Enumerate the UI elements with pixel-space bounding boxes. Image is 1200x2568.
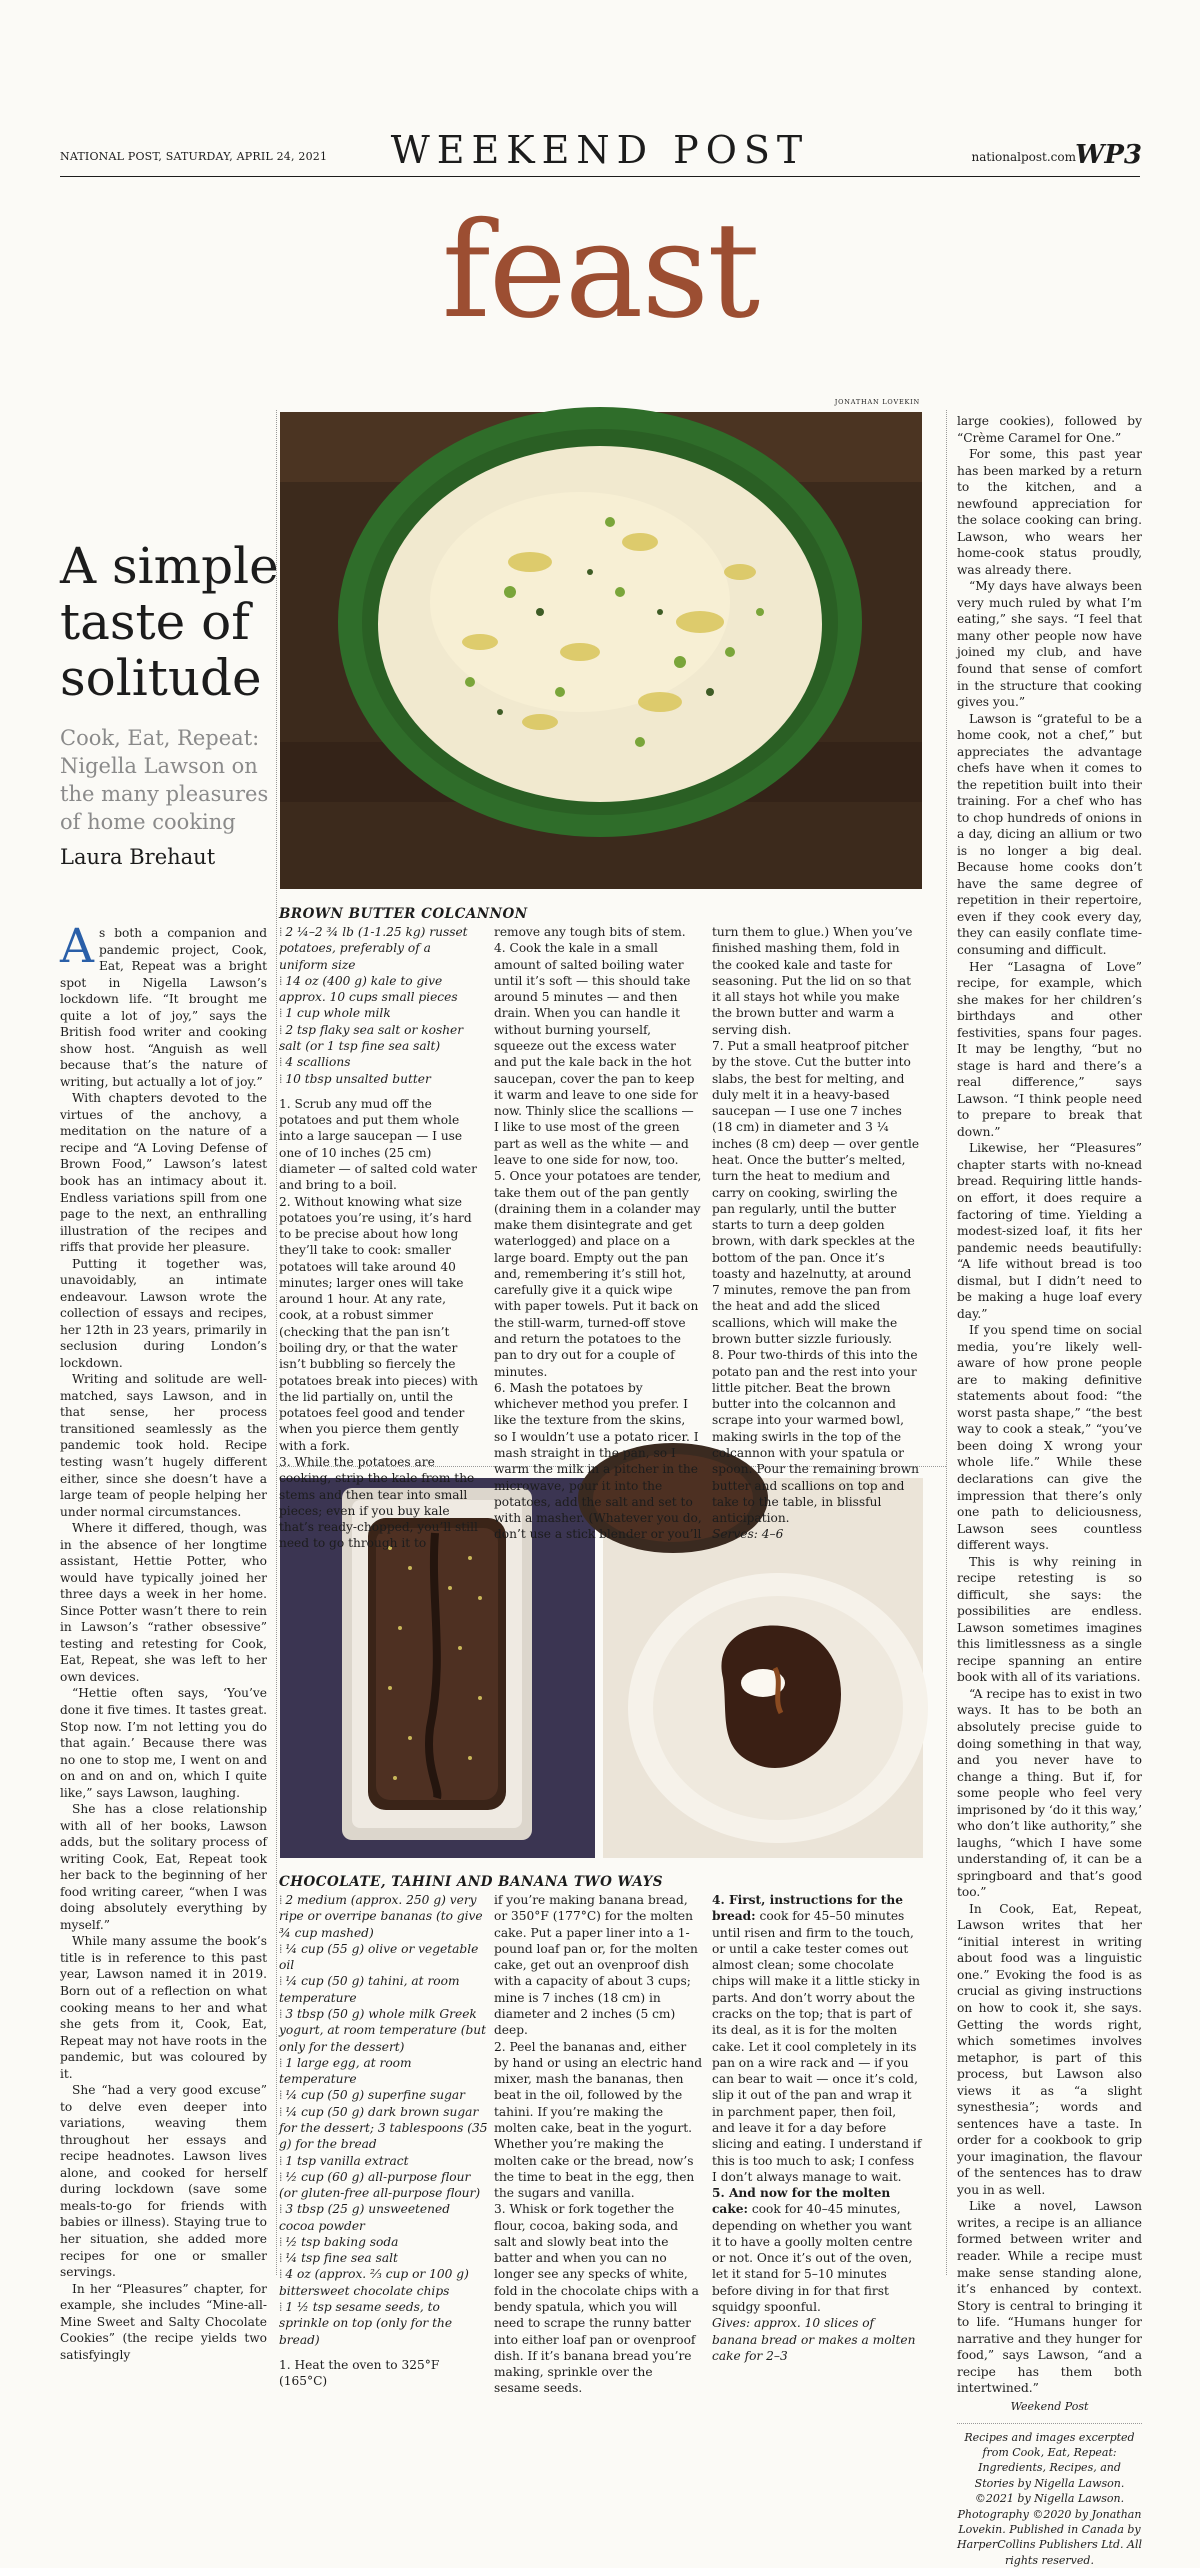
ingredient: ⁞ ¼ cup (50 g) dark brown sugar for the dessert; 3 tablespoons (35 g) for the bread — [279, 2104, 488, 2152]
recipe-column — [279, 1892, 489, 2389]
story-paragraph: In her “Pleasures” chapter, for example, she includes “Mine-all-Mine Sweet and Salty Chocolate Cookies” (the recipe yields two satisfyingly — [60, 2281, 267, 2362]
story-paragraph: If you spend time on social media, you’re likely well-aware of how prone people are to making definitive statements about food: “the worst pasta shape,” “the best way to cook a steak,” “you’ve been doing X wrong your whole life.” While these declarations can give the impression that there’s only one path to deliciousness, Lawson sees countless different ways. — [957, 1323, 1142, 1553]
story-paragraph: For some, this past year has been marked by a return to the kitchen, and a newfound appreciation for the solace cooking can bring. Lawson, who wears her home-cook status proudly, was already there. — [957, 447, 1142, 577]
recipe-step: 2. Peel the bananas and, either by hand or using an electric hand mixer, mash the bananas, then beat in the oil, followed by the tahini. If you’re making the molten cake, beat in the yogurt. Whether you’re making the molten cake or the bread, now’s the time to beat in the egg, then the sugars and vanilla. — [494, 2039, 702, 2201]
ingredient: ⁞ 2 tsp flaky sea salt or kosher salt (or 1 tsp fine sea salt) — [279, 1022, 464, 1053]
story-paragraph: Putting it together was, unavoidably, an intimate endeavour. Lawson wrote the collection of essays and recipes, her 12th in 23 years, primarily in seclusion during London’s lockdown. — [60, 1256, 267, 1370]
masthead-rule — [60, 176, 1140, 177]
colcannon-illustration — [280, 412, 922, 889]
story-column-right — [957, 413, 1142, 2567]
recipe-step: 2. Without knowing what size potatoes you’re using, it’s hard to be precise about how long they’ll take to cook: smaller potatoes will take around 40 minutes; larger ones will take around 1 hour. At any rate, cook, at a robust simmer (checking that the pan isn’t boiling dry, or that the water isn’t bubbling so fiercely the potatoes break into pieces) with the lid partially on, until the potatoes feel good and tender when you pierce them gently with a fork. — [279, 1194, 479, 1453]
ingredient: ⁞ ¼ cup (50 g) superfine sugar — [279, 2088, 466, 2103]
story-paragraph: “Hettie often says, ‘You’ve done it five times. It tastes great. Stop now. I’m not letting you do that again.’ Because there was no one to stop me, I went on and on and on and on, which I quite like,” says Lawson, laughing. — [60, 1686, 267, 1800]
page-number: WP3 — [1075, 140, 1142, 170]
story-paragraph: “A recipe has to exist in two ways. It has to be both an absolutely precise guide to doing something in that way, and you never have to change a thing. But if, for some people who feel very imprisoned by ‘do it this way,’ who don’t like authority,” she laughs, “which I have some understanding of, it can be a springboard and that’s good too.” — [957, 1686, 1142, 1900]
section-title: feast — [441, 194, 759, 348]
recipe-column — [494, 924, 702, 1543]
masthead-dateline: NATIONAL POST, SATURDAY, APRIL 24, 2021 — [60, 150, 328, 163]
story-paragraph: She “had a very good excuse” to delve even deeper into variations, weaving them throughout her essays and recipe headnotes. Lawson lives alone, and cooked for herself during lockdown (save some meals-to-go for friends with babies or illness). Staying true to her situation, she added more recipes for one or smaller servings. — [60, 2083, 267, 2280]
recipe-yield: Gives: approx. 10 slices of banana bread or makes a molten cake for 2–3 — [712, 2316, 916, 2363]
ingredient: ⁞ 3 tbsp (25 g) unsweetened cocoa powder — [279, 2202, 450, 2233]
recipe-column — [494, 1892, 702, 2397]
recipe-column — [279, 924, 479, 1552]
recipe-step: 1. Scrub any mud off the potatoes and put them whole into a large saucepan — I use one of 10 inches (25 cm) diameter — of salted cold water and bring to a boil. — [279, 1096, 477, 1193]
story-paragraph: large cookies), followed by “Crème Caramel for One.” — [957, 414, 1142, 445]
recipe-step: 5. Once your potatoes are tender, take them out of the pan gently (draining them in a colander may make them disintegrate and get waterlogged) and place on a large board. Empty out the pan and, remembering it’s still hot, carefully give it a quick wipe with paper towels. Put it back on the still-warm, turned-off stove and return the potatoes to the pan to dry out for a couple of minutes. — [494, 1169, 702, 1379]
ingredient: ⁞ ¼ tsp fine sea salt — [279, 2251, 398, 2266]
story-paragraph: While many assume the book’s title is in reference to this past year, Lawson named it in 2019. Born out of a reflection on what cooking means to her and what she gets from it, Cook, Eat, Repeat may not have roots in the pandemic, but was coloured by it. — [60, 1934, 267, 2081]
story-paragraph: This is why reining in recipe retesting is so difficult, she says: the possibilities are endless. Lawson sometimes imagines this limitlessness as a single recipe spanning an entire book with all of its variations. — [957, 1554, 1142, 1685]
recipe-step: 8. Pour two-thirds of this into the potato pan and the rest into your little pitcher. Beat the brown butter into the colcannon and scrape into your warmed bowl, making swirls in the top of the colcannon with your spatula or spoon. Pour the remaining brown butter and scallions on top and take to the table, in blissful anticipation. — [712, 1348, 920, 1526]
ingredient: ⁞ ½ tsp baking soda — [279, 2234, 399, 2249]
byline: Laura Brehaut — [60, 845, 216, 869]
story-paragraph: Her “Lasagna of Love” recipe, for example, which she makes for her children’s birthdays and other festivities, spans four pages. It may be lengthy, “but no stage is hard and there’s a real difference,” says Lawson. “I think people need to prepare to break that down.” — [957, 959, 1142, 1139]
ingredient: ⁞ 1 ½ tsp sesame seeds, to sprinkle on top (only for the bread) — [279, 2300, 453, 2347]
recipe-column — [712, 924, 922, 1543]
story-paragraph: In Cook, Eat, Repeat, Lawson writes that her “initial interest in writing about food was a linguistic one.” Evoking the food is as crucial as giving instructions on how to cook it, she says. Getting the words right, which sometimes involves metaphor, is part of this process, but Lawson also views it as “a slight synesthesia”; words and sentences have a taste. In order for a cookbook to grip your imagination, the flavour of the sentences has to draw you in as well. — [957, 1901, 1142, 2197]
recipe-serves: Serves: 4–6 — [712, 1527, 784, 1542]
photo-credit: JONATHAN LOVEKIN — [834, 398, 920, 406]
ingredient: ⁞ 4 oz (approx. ⅔ cup or 100 g) bittersweet chocolate chips — [279, 2267, 469, 2298]
recipe-step: 6. Mash the potatoes by whichever method you prefer. I like the texture from the skins, so I wouldn’t use a potato ricer. I mash straight in the pan, so I warm the milk in a pitcher in the microwave, pour it into the potatoes, add the salt and set to with a masher. (Whatever you do, don’t use a stick blender or you’ll — [494, 1380, 702, 1542]
ingredient: ⁞ 3 tbsp (50 g) whole milk Greek yogurt, at room temperature (but only for the dessert) — [279, 2006, 487, 2054]
ingredient: ⁞ ¼ cup (50 g) tahini, at room temperature — [279, 1974, 460, 2005]
story-paragraph: Likewise, her “Pleasures” chapter starts with no-knead bread. Requiring little hands-on effort, it does require a factoring of time. Yielding a modest-sized loaf, it fits her pandemic needs beautifully: “A life without bread is too dismal, but I didn’t need to be making a huge loaf every day.” — [957, 1141, 1142, 1321]
recipe-step: 3. Whisk or fork together the flour, cocoa, baking soda, and salt and slowly beat into the batter and when you can no longer see any specks of white, fold in the chocolate chips with a bendy spatula, which you will need to scrape the runny batter into either loaf pan or ovenproof dish. If it’s banana bread you’re making, sprinkle over the sesame seeds. — [494, 2202, 699, 2396]
headline: A simple taste of solitude — [60, 537, 279, 707]
recipe-step: 3. While the potatoes are cooking, strip the kale from the stems and then tear into small pieces; even if you buy kale that’s ready-chopped, you’ll still need to go through it to — [279, 1455, 478, 1551]
story-paragraph: Lawson is “grateful to be a home cook, not a chef,” but appreciates the advantage chefs have when it comes to the repetition built into their training. For a chef who has to chop hundreds of onions in a day, dicing an allium or two is no longer a big deal. Because home cooks don’t have the same degree of repetition in their repertoire, even if they cook every day, they can easily conflate time-consuming and difficult. — [957, 711, 1142, 957]
ingredient: ⁞ 1 cup whole milk — [279, 1006, 391, 1021]
recipe-step: 1. Heat the oven to 325°F (165°C) — [279, 2357, 440, 2389]
ingredient: ⁞ 2 ¼–2 ¾ lb (1-1.25 kg) russet potatoes, preferably of a uniform size — [279, 925, 468, 972]
ingredient: ⁞ 1 large egg, at room temperature — [279, 2055, 412, 2087]
deck: Cook, Eat, Repeat: Nigella Lawson on the many pleasures of home cooking — [60, 726, 269, 834]
ingredient: ⁞ 1 tsp vanilla extract — [279, 2153, 409, 2168]
ingredient: ⁞ 14 oz (400 g) kale to give approx. 10 cups small pieces — [279, 973, 458, 1005]
ingredient: ⁞ 4 scallions — [279, 1055, 351, 1070]
story-paragraph: Writing and solitude are well-matched, says Lawson, and in that sense, her process transitioned seamlessly as the pandemic took hold. Recipe testing wasn’t hugely different either, since she doesn’t have a large team of people helping her under normal circumstances. — [60, 1372, 267, 1519]
ingredient: ⁞ ¼ cup (55 g) olive or vegetable oil — [279, 1941, 479, 1973]
column-rule — [946, 410, 947, 2275]
story-paragraph: She has a close relationship with all of her books, Lawson adds, but the solitary process of writing Cook, Eat, Repeat took her back to the beginning of her food writing career, “when I was doing absolutely everything by myself.” — [60, 1802, 267, 1932]
ingredient: ⁞ 10 tbsp unsalted butter — [279, 1071, 431, 1086]
drop-cap: A — [60, 919, 94, 974]
story-paragraph: As both a companion and pandemic project, Cook, Eat, Repeat was a bright spot in Nigella Lawson’s lockdown life. “It brought me quite a lot of joy,” says the British food writer and cooking show host. “Anguish as well because that’s the nature of writing, but actually a lot of joy.” — [60, 919, 267, 1089]
column-rule — [276, 410, 277, 2275]
signoff: Weekend Post — [1010, 2399, 1089, 2413]
ingredient: ⁞ ½ cup (60 g) all-purpose flour (or gluten-free all-purpose flour) — [279, 2169, 481, 2201]
recipe-column — [712, 1892, 922, 2364]
recipe-step: 4. First, instructions for the bread: cook for 45–50 minutes until risen and firm to the touch, or until a cake tester comes out almost clean; some chocolate chips will make it a little sticky in parts. And don’t worry about the cracks on the top; that is part of its deal, as it is for the molten cake. Let it cool completely in its pan on a wire rack and — if you can bear to wait — once it’s cold, slip it out of the pan and wrap it in parchment paper, then foil, and leave it for a day before slicing and eating. I understand if this is too much to ask; I confess I don’t always manage to wait. — [712, 1893, 922, 2184]
recipe-title: BROWN BUTTER COLCANNON — [279, 906, 528, 922]
story-paragraph: With chapters devoted to the virtues of the anchovy, a meditation on the nature of a recipe and “A Loving Defense of Brown Food,” Lawson’s latest book has an intimacy about it. Endless variations spill from one page to the next, an enthralling illustration of the recipes and riffs that provide her pleasure. — [60, 1091, 267, 1255]
masthead-site: nationalpost.com — [971, 150, 1076, 164]
recipe-step: 5. And now for the molten cake: cook for 40–45 minutes, depending on whether you want it to have a goolly molten centre or not. Once it’s out of the oven, let it stand for 5–10 minutes before diving in for that first squidgy spoonful. — [712, 2186, 913, 2315]
story-paragraph: Where it differed, though, was in the absence of her longtime assistant, Hettie Potter, who would have typically joined her three days a week in her home. Since Potter wasn’t there to rein in Lawson’s “rather obsessive” testing and retesting for Cook, Eat, Repeat, she was left to her own devices. — [60, 1521, 267, 1684]
colcannon-photo — [280, 412, 922, 889]
story-paragraph: Like a novel, Lawson writes, a recipe is an alliance formed between writer and reader. While a recipe must make sense standing alone, it’s enhanced by context. Story is central to bringing it to life. “Humans hunger for narrative and they hunger for food,” says Lawson, “and a recipe has them both intertwined.” — [957, 2199, 1142, 2396]
recipe-step: if you’re making banana bread, or 350°F (177°C) for the molten cake. Put a paper liner into a 1-pound loaf pan or, for the molten cake, get out an ovenproof dish with a capacity of about 3 cups; mine is 7 inches (18 cm) in diameter and 2 inches (5 cm) deep. — [494, 1893, 698, 2038]
book-credit: Recipes and images excerpted from Cook, Eat, Repeat: Ingredients, Recipes, and Stories by Nigella Lawson. ©2021 by Nigella Lawson. Photography ©2020 by Jonathan Lovekin. Published in Canada by HarperCollins Publishers Ltd. All rights reserved. — [957, 2423, 1142, 2568]
recipe-title: CHOCOLATE, TAHINI AND BANANA TWO WAYS — [279, 1874, 664, 1890]
masthead-title: WEEKEND POST — [390, 128, 810, 172]
recipe-step: turn them to glue.) When you’ve finished mashing them, fold in the cooked kale and taste for seasoning. Put the lid on so that it all stays hot while you make the brown butter and warm a serving dish. — [712, 925, 913, 1037]
story-paragraph: “My days have always been very much ruled by what I’m eating,” she says. “I feel that many other people now have joined my club, and have found that sense of comfort in the structure that cooking gives you.” — [957, 579, 1142, 710]
recipe-step: remove any tough bits of stem. — [494, 925, 686, 939]
recipe-step: 4. Cook the kale in a small amount of salted boiling water until it’s soft — this should take around 5 minutes — and then drain. When you can handle it without burning yourself, squeeze out the excess water and put the kale back in the hot saucepan, cover the pan to keep it warm and leave to one side for now. Thinly slice the scallions — I like to use most of the green part as well as the white — and leave to one side for now, too. — [494, 941, 698, 1167]
story-column-left — [60, 919, 267, 2362]
recipe-step: 7. Put a small heatproof pitcher by the stove. Cut the butter into slabs, the best for melting, and duly melt it in a heavy-based saucepan — I use one 7 inches (18 cm) in diameter and 3 ¼ inches (8 cm) deep — over gentle heat. Once the butter’s melted, turn the heat to medium and carry on cooking, swirling the pan regularly, until the butter starts to turn a deep golden brown, with dark speckles at the bottom of the pan. Once it’s toasty and hazelnutty, at around 7 minutes, remove the pan from the heat and add the sliced scallions, which will make the brown butter sizzle furiously. — [712, 1038, 920, 1347]
ingredient: ⁞ 2 medium (approx. 250 g) very ripe or overripe bananas (to give ¾ cup mashed) — [279, 1893, 483, 1940]
